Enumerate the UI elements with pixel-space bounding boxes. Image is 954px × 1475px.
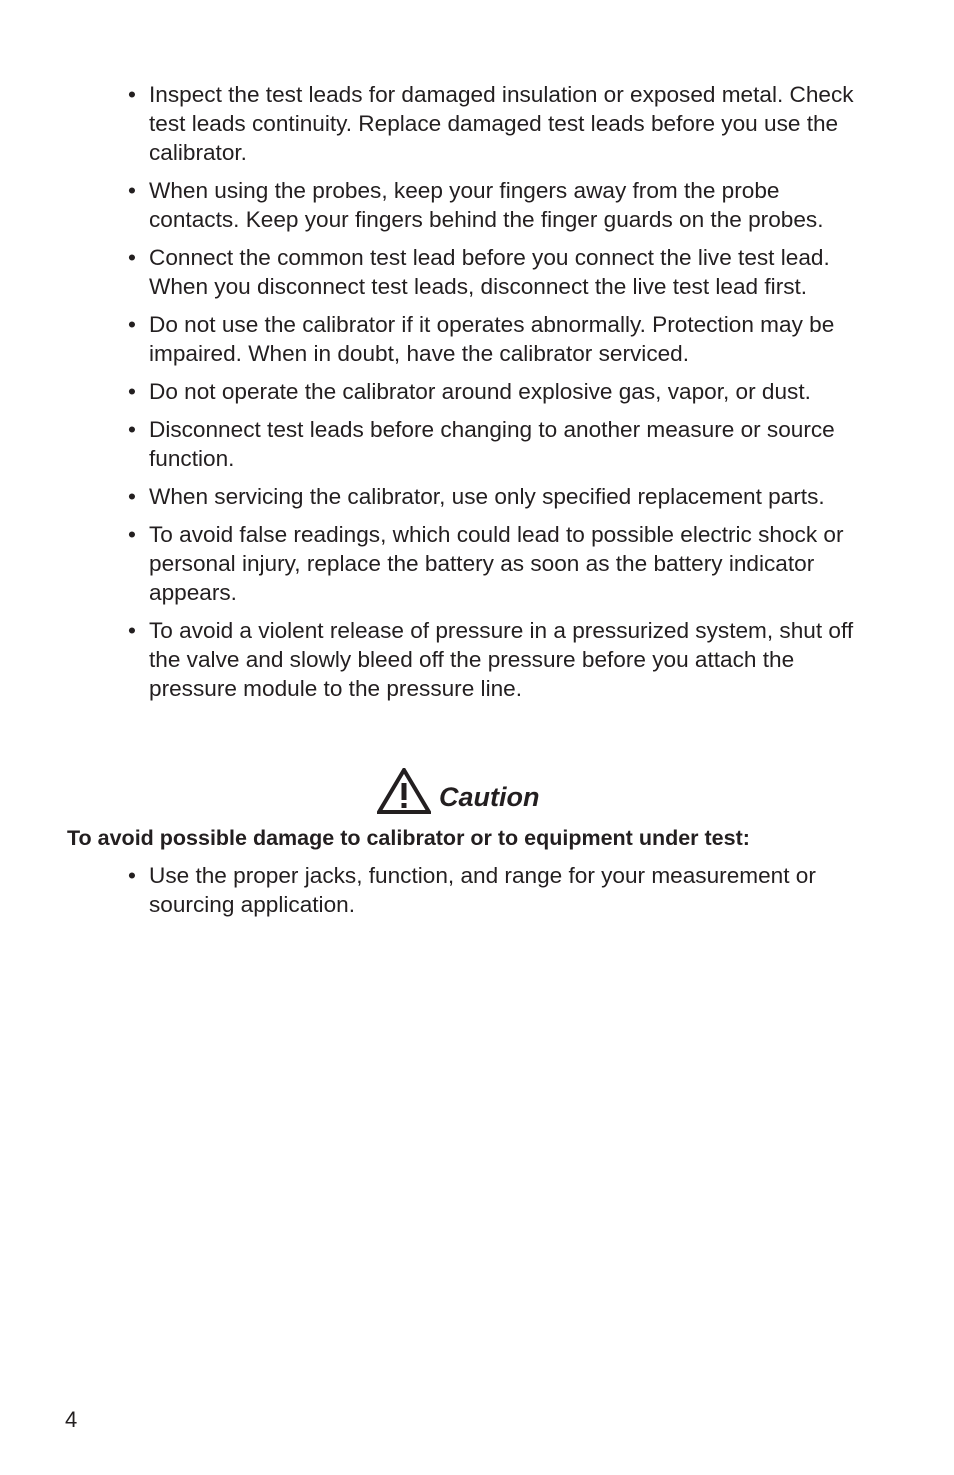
bullet-dot: •	[128, 312, 136, 338]
warning-item	[128, 415, 868, 473]
warning-text: Do not operate the calibrator around explosive gas, vapor, or dust.	[149, 379, 811, 405]
warning-item	[128, 377, 868, 406]
warning-item	[128, 80, 868, 168]
warning-text: To avoid false readings, which could lead to possible electric shock or personal injury, replace the battery as soon as the battery indicator appears.	[149, 521, 844, 606]
bullet-dot: •	[128, 379, 136, 405]
bullet-dot: •	[128, 82, 136, 107]
warning-text: Inspect the test leads for damaged insulation or exposed metal. Check test leads continuity. Replace damaged test leads before you use the calibrator.	[149, 82, 854, 166]
warning-list	[128, 80, 868, 712]
bullet-dot: •	[128, 618, 136, 643]
warning-item	[128, 482, 868, 511]
warning-text: When servicing the calibrator, use only specified replacement parts.	[149, 484, 825, 509]
bullet-dot: •	[128, 245, 136, 271]
warning-item	[128, 243, 868, 301]
warning-item	[128, 310, 868, 368]
bullet-dot: •	[128, 521, 136, 547]
warning-text: Disconnect test leads before changing to another measure or source function.	[149, 417, 835, 472]
warning-item	[128, 616, 868, 704]
warning-item	[128, 176, 868, 234]
bullet-dot: •	[128, 484, 136, 509]
warning-triangle-icon	[377, 768, 431, 814]
bullet-dot: •	[128, 178, 136, 204]
caution-list	[128, 861, 868, 928]
caution-item	[128, 861, 868, 919]
caution-intro: To avoid possible damage to calibrator or to equipment under test:	[67, 826, 750, 850]
warning-text: When using the probes, keep your fingers away from the probe contacts. Keep your fingers behind the finger guards on the probes.	[149, 178, 824, 233]
caution-title: Caution	[439, 782, 540, 812]
caution-text: Use the proper jacks, function, and range for your measurement or sourcing application.	[149, 863, 816, 918]
warning-text: To avoid a violent release of pressure in a pressurized system, shut off the valve and slowly bleed off the pressure before you attach the pressure module to the pressure line.	[149, 618, 854, 702]
warning-text: Connect the common test lead before you connect the live test lead. When you disconnect test leads, disconnect the live test lead first.	[149, 245, 830, 300]
caution-heading	[377, 764, 540, 814]
bullet-dot: •	[128, 417, 136, 442]
page-number: 4	[65, 1407, 78, 1432]
warning-item	[128, 520, 868, 608]
bullet-dot: •	[128, 863, 136, 888]
warning-text: Do not use the calibrator if it operates abnormally. Protection may be impaired. When in doubt, have the calibrator serviced.	[149, 312, 835, 367]
